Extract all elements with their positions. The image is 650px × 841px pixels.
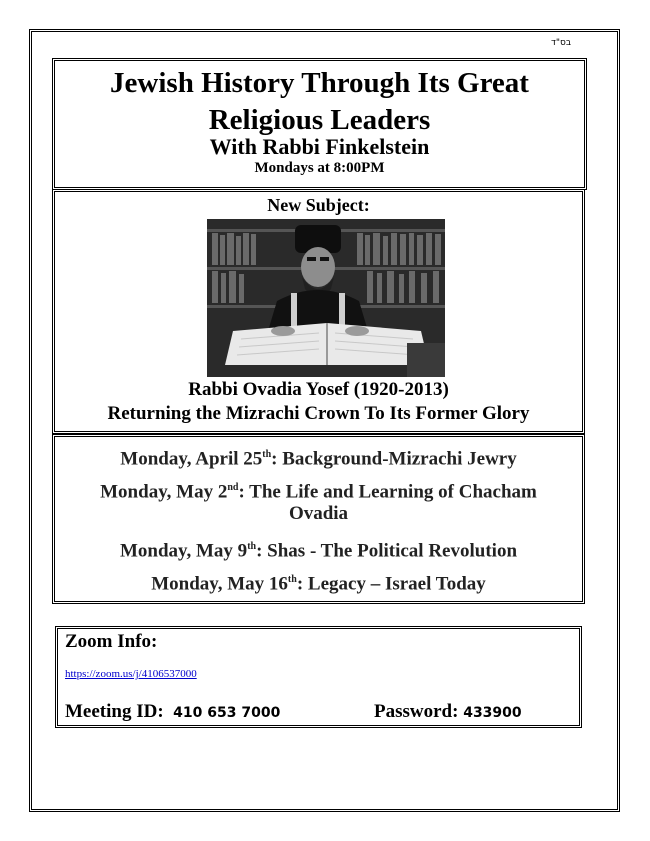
zoom-info-label: Zoom Info:: [65, 631, 158, 652]
subject-box: [52, 189, 585, 434]
zoom-link[interactable]: https://zoom.us/j/4106537000: [65, 668, 197, 680]
schedule-item: Monday, April 25th: Background-Mizrachi Jewry: [120, 448, 517, 470]
schedule-item: Monday, May 9th: Shas - The Political Revolution: [119, 540, 518, 562]
schedule-item: Monday, May 16th: Legacy – Israel Today: [151, 573, 486, 595]
bsd-mark: בס"ד: [551, 38, 572, 48]
schedule-box: [52, 434, 585, 604]
title-line-2: Religious Leaders: [208, 104, 431, 136]
password: Password: 433900: [374, 701, 522, 722]
schedule-item: Monday, May 2nd: The Life and Learning of Chacham Ovadia: [100, 481, 537, 525]
rabbi-name: Rabbi Ovadia Yosef (1920-2013): [188, 379, 449, 400]
title-line-1: Jewish History Through Its Great: [110, 67, 529, 99]
title-box: [52, 58, 587, 190]
subject-subtitle: Returning the Mizrachi Crown To Its Former Glory: [107, 403, 530, 424]
title-line-4: Mondays at 8:00PM: [254, 160, 385, 176]
title-line-3: With Rabbi Finkelstein: [209, 134, 430, 159]
rabbi-photo: [207, 219, 445, 377]
rabbi-photo-image: [207, 219, 445, 377]
new-subject-heading: New Subject:: [267, 195, 370, 215]
meeting-id: Meeting ID: 410 653 7000: [65, 701, 281, 722]
zoom-info-box: [55, 626, 582, 728]
